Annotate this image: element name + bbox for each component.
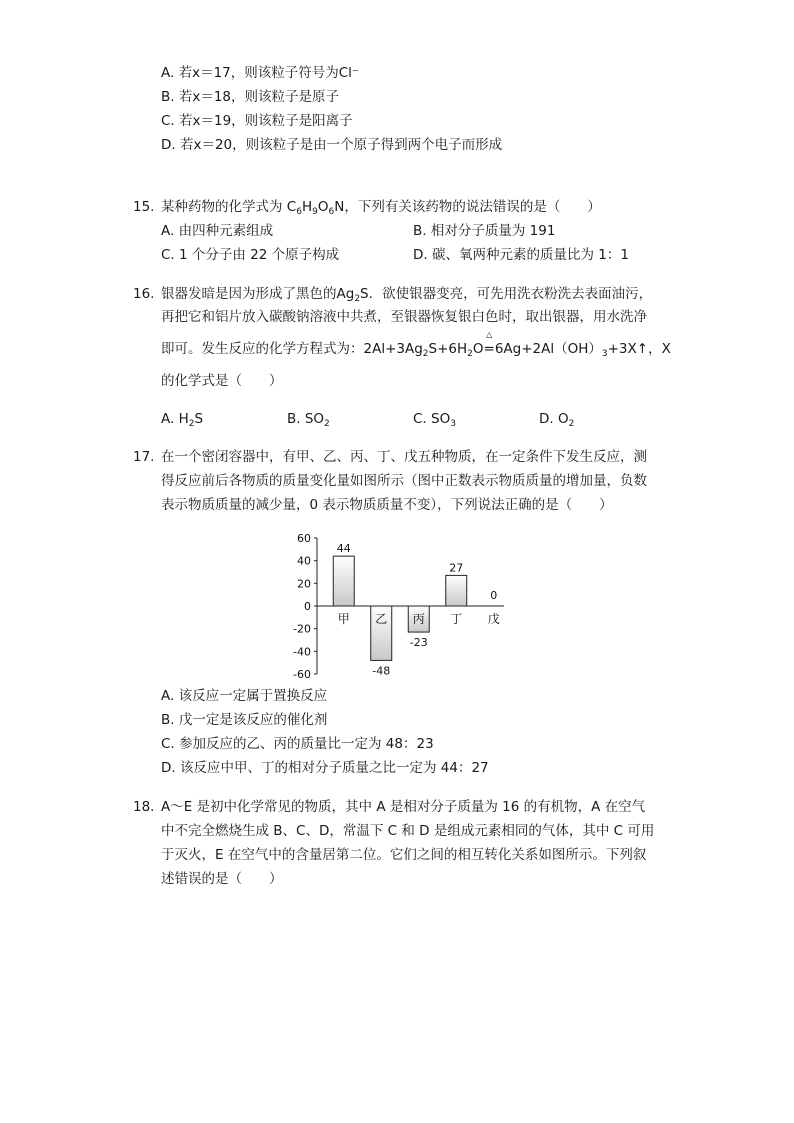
q16-number: 16. [133,286,155,302]
value-label: -48 [372,664,391,678]
q16-line-1: 银器发暗是因为形成了黑色的$Ag_2S$．欲使银器变亮，可先用洗衣粉洗去表面油污， [161,286,653,304]
category-label: 乙 [375,612,388,626]
heating-condition: △ = [483,330,495,357]
q14-option-c: C. 若x＝19，则该粒子是阳离子 [161,113,353,129]
q16-equation-line: 即可。发生反应的化学方程式为：$2Al+3Ag_2S+6H_2O$ △ $=6Ag+2Al(OH)_3+3X↑$，X [161,330,671,359]
q15-stem: 某种药物的化学式为 $C_6H_9O_6N$，下列有关该药物的说法错误的是（ ） [161,199,601,217]
value-label: -23 [409,636,428,650]
y-tick-label: 0 [304,600,311,613]
q18-line-4: 述错误的是（ ） [161,871,283,887]
q15-number: 15. [133,199,155,215]
q17-option-c: C. 参加反应的乙、丙的质量比一定为 48：23 [161,736,434,752]
q15-option-c: C. 1 个分子由 22 个原子构成 [161,247,340,263]
q15-option-d: D. 碳、氧两种元素的质量比为 1：1 [413,247,629,263]
bar-甲 [333,556,354,606]
y-tick-label: -60 [293,668,311,681]
y-tick-label: 40 [297,554,311,568]
q14-option-a: A. 若x＝17，则该粒子符号为Cl⁻ [161,65,360,81]
q18-line-3: 于灭火，E 在空气中的含量居第二位。它们之间的相互转化关系如图所示。下列叙 [161,847,647,863]
q17-option-a: A. 该反应一定属于置换反应 [161,688,328,704]
q18-line-2: 中不完全燃烧生成 B、C、D，常温下 C 和 D 是组成元素相同的气体，其中 C 可用 [161,823,655,839]
q17-option-d: D. 该反应中甲、丁的相对分子质量之比一定为 44：27 [161,760,489,776]
y-tick-label: 60 [297,532,311,545]
category-label: 甲 [337,612,350,626]
q17-number: 17. [133,449,155,465]
y-tick-label: 20 [297,577,311,591]
q18-line-1: A～E 是初中化学常见的物质，其中 A 是相对分子质量为 16 的有机物，A 在空气 [161,799,646,815]
q17-line-1: 在一个密闭容器中，有甲、乙、丙、丁、戊五种物质，在一定条件下发生反应，测 [161,449,647,465]
q14-option-d: D. 若x＝20，则该粒子是由一个原子得到两个电子而形成 [161,137,503,153]
q17-line-3: 表示物质质量的减少量，0 表示物质质量不变），下列说法正确的是（ ） [161,497,613,513]
category-label: 戊 [487,612,500,626]
value-label: 44 [336,542,351,556]
q14-option-b: B. 若x＝18，则该粒子是原子 [161,89,340,105]
q16-option-b: B. $SO_2$ [287,411,330,429]
value-label: 0 [490,589,498,602]
q17-line-2: 得反应前后各物质的质量变化量如图所示（图中正数表示物质质量的增加量，负数 [161,473,647,489]
y-tick-label: -40 [293,645,311,659]
mass-change-bar-chart [280,528,510,683]
q16-line-4: 的化学式是（ ） [161,373,283,389]
y-tick-label: -20 [293,622,311,636]
bar-丁 [446,575,467,606]
category-label: 丙 [412,612,425,626]
q15-option-a: A. 由四种元素组成 [161,223,274,239]
q16-option-c: C. $SO_3$ [413,411,456,429]
q16-option-d: D. $O_2$ [539,411,575,429]
q16-option-a: A. $H_2S$ [161,411,204,429]
q18-number: 18. [133,799,155,815]
q17-option-b: B. 戊一定是该反应的催化剂 [161,712,328,728]
category-label: 丁 [450,612,463,626]
value-label: 27 [449,561,464,575]
q16-line-2: 再把它和铝片放入碳酸钠溶液中共煮，至银器恢复银白色时，取出银器，用水洗净 [161,309,647,325]
q15-option-b: B. 相对分子质量为 191 [413,223,556,239]
